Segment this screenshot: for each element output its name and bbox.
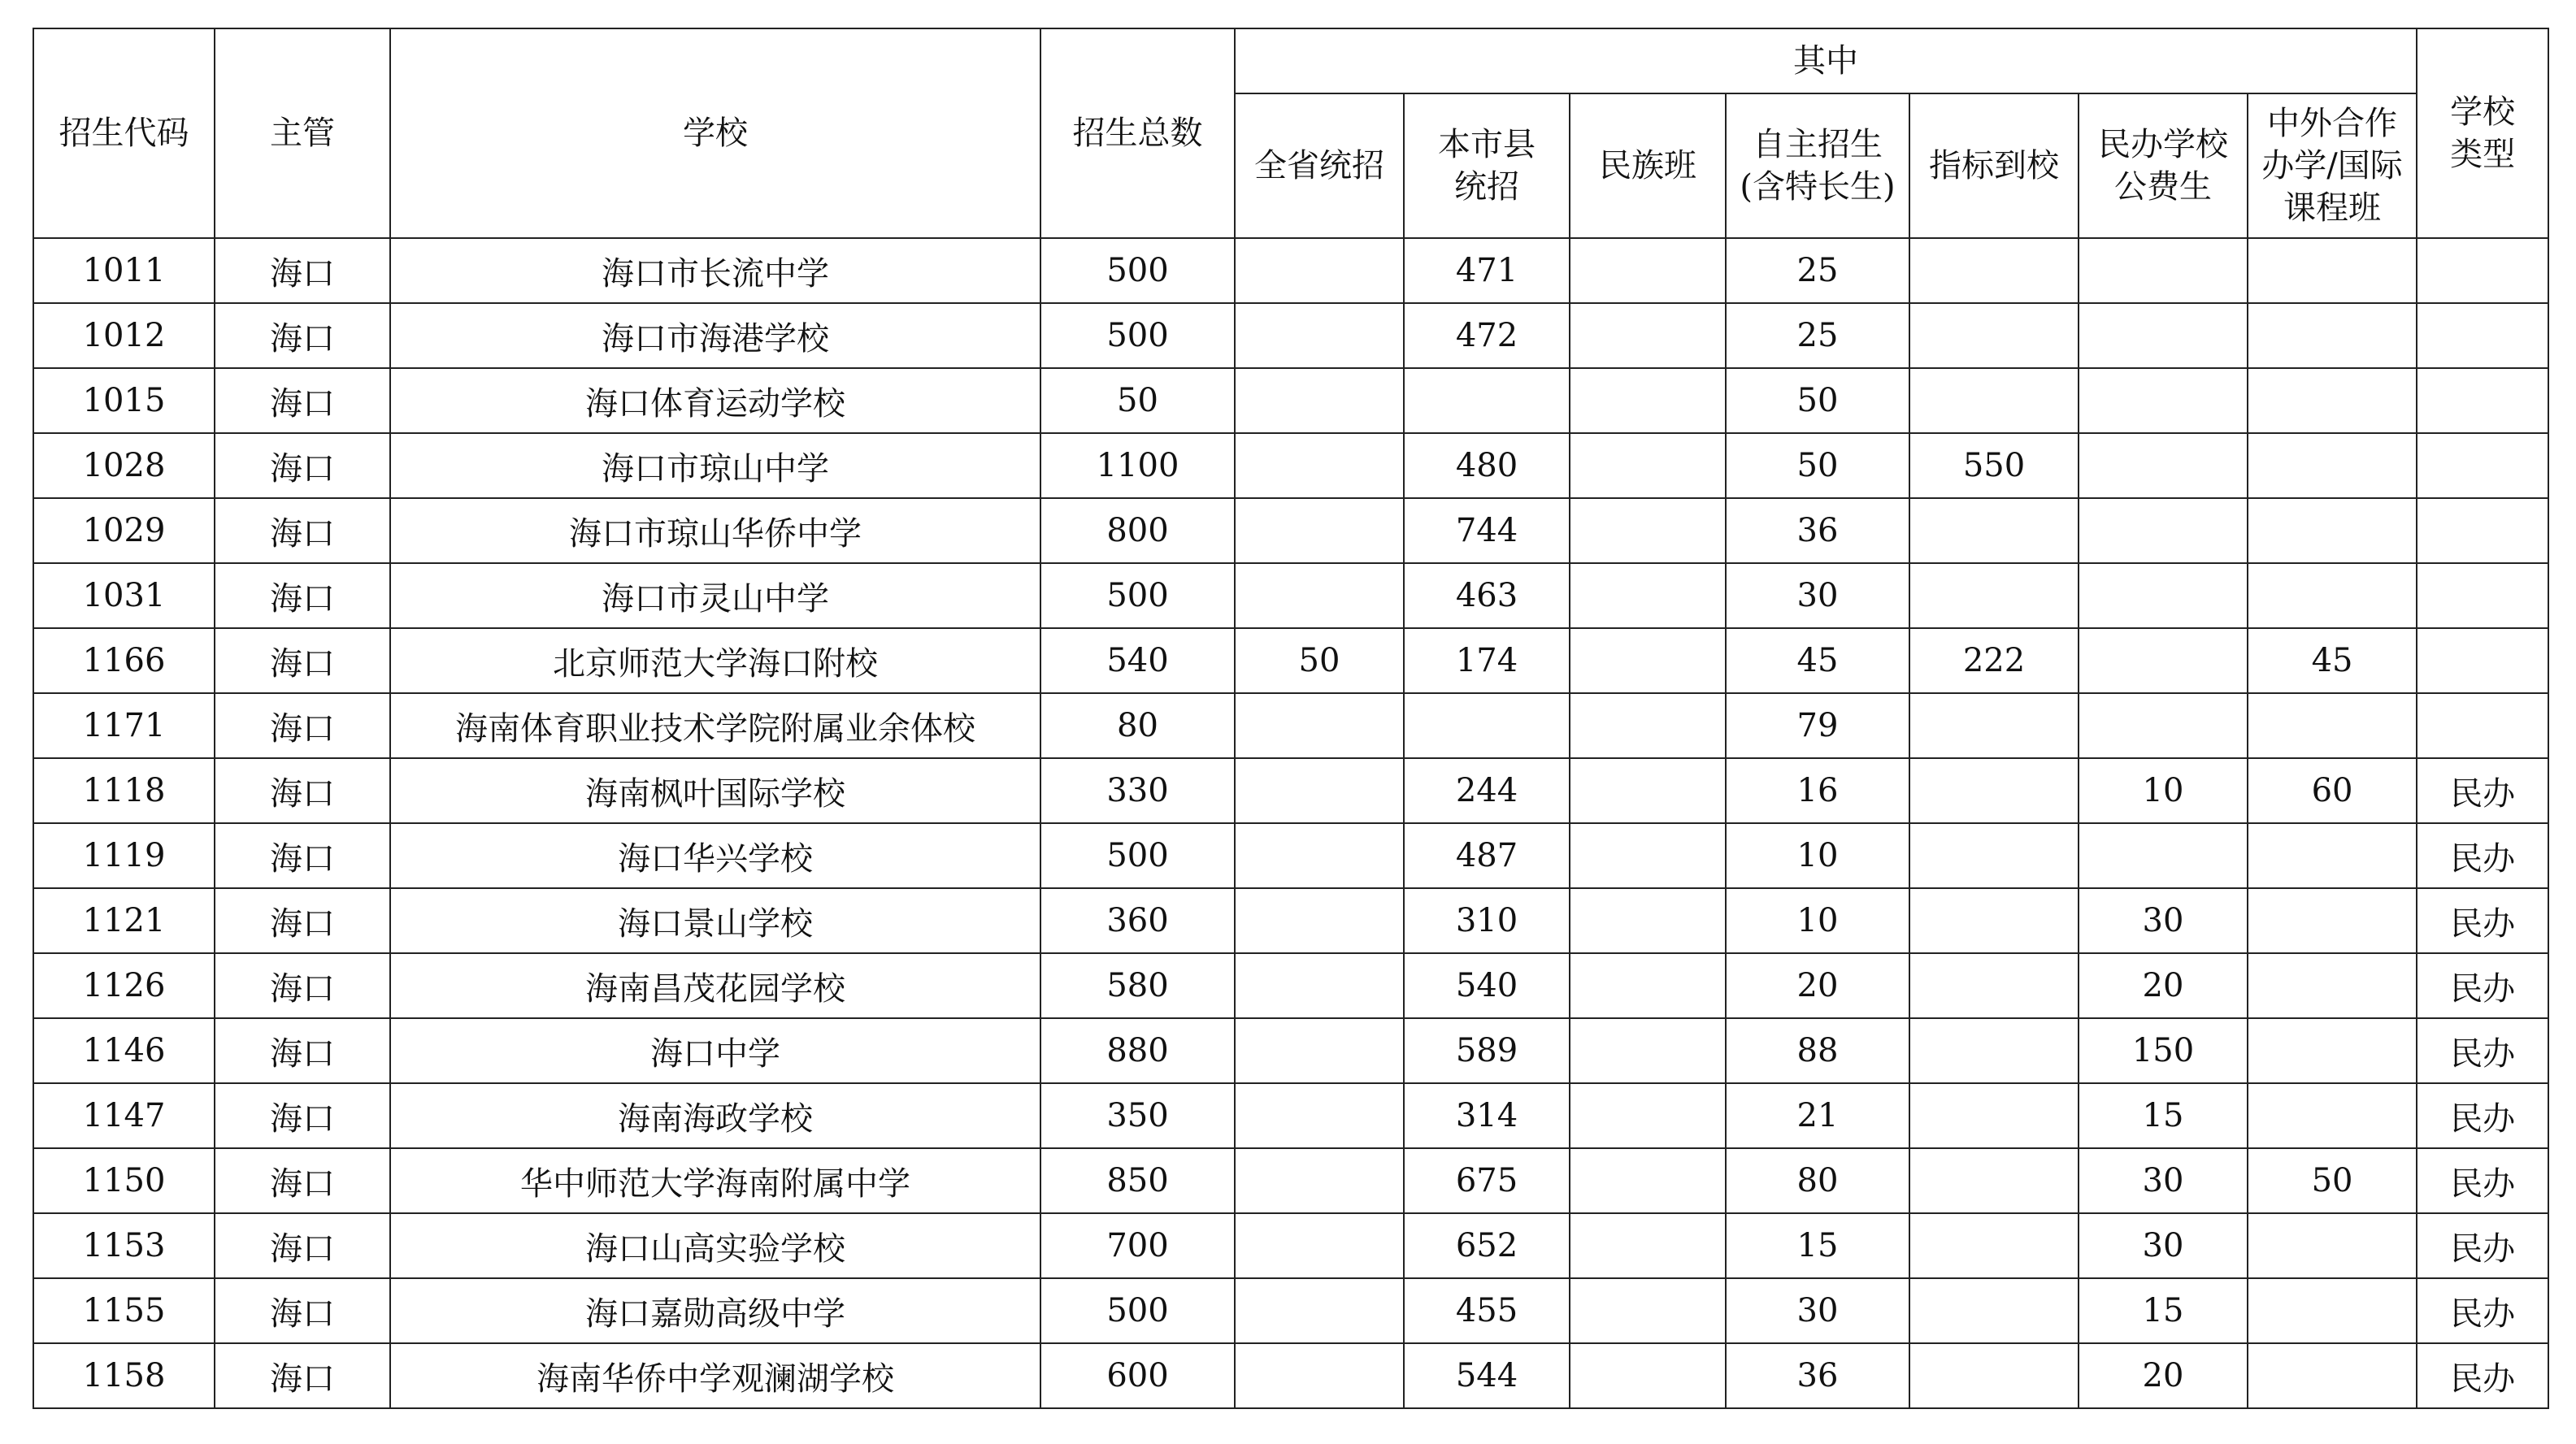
cell-total: 500 [1040,238,1235,303]
header-sub-ethnic: 民族班 [1570,93,1726,238]
cell-admin: 海口 [215,498,390,563]
cell-private-funded [2079,238,2248,303]
cell-province [1235,368,1404,433]
cell-private-funded [2079,693,2248,758]
table-row [33,368,2548,433]
cell-school: 海口中学 [390,1018,1040,1083]
cell-independent: 36 [1726,1343,1909,1408]
cell-type: 民办 [2417,1083,2548,1148]
cell-admin: 海口 [215,1018,390,1083]
cell-international [2248,1213,2417,1278]
header-school: 学校 [390,28,1040,238]
cell-independent: 80 [1726,1148,1909,1213]
cell-school: 华中师范大学海南附属中学 [390,1148,1040,1213]
cell-independent: 50 [1726,433,1909,498]
table-row [33,823,2548,888]
cell-total: 850 [1040,1148,1235,1213]
cell-local: 472 [1404,303,1570,368]
cell-ethnic [1570,1148,1726,1213]
cell-ethnic [1570,433,1726,498]
cell-province [1235,1148,1404,1213]
cell-quota [1909,303,2079,368]
cell-total: 580 [1040,953,1235,1018]
cell-code: 1015 [33,368,215,433]
cell-private-funded [2079,628,2248,693]
cell-quota [1909,368,2079,433]
cell-admin: 海口 [215,628,390,693]
cell-independent: 30 [1726,563,1909,628]
cell-code: 1028 [33,433,215,498]
cell-local: 487 [1404,823,1570,888]
cell-code: 1158 [33,1343,215,1408]
cell-type: 民办 [2417,823,2548,888]
cell-ethnic [1570,1278,1726,1343]
cell-school: 海南昌茂花园学校 [390,953,1040,1018]
cell-international [2248,303,2417,368]
cell-international [2248,888,2417,953]
cell-admin: 海口 [215,433,390,498]
cell-independent: 10 [1726,888,1909,953]
cell-local: 480 [1404,433,1570,498]
cell-code: 1011 [33,238,215,303]
cell-code: 1146 [33,1018,215,1083]
cell-private-funded [2079,303,2248,368]
header-sub-international: 中外合作 办学/国际 课程班 [2248,93,2417,238]
table-row [33,693,2548,758]
cell-province [1235,823,1404,888]
cell-local: 675 [1404,1148,1570,1213]
cell-international [2248,1018,2417,1083]
cell-quota [1909,888,2079,953]
cell-local: 174 [1404,628,1570,693]
cell-quota [1909,563,2079,628]
cell-type: 民办 [2417,1343,2548,1408]
cell-code: 1155 [33,1278,215,1343]
cell-province [1235,1213,1404,1278]
cell-admin: 海口 [215,693,390,758]
table-row [33,238,2548,303]
cell-school: 北京师范大学海口附校 [390,628,1040,693]
cell-local: 455 [1404,1278,1570,1343]
cell-quota [1909,693,2079,758]
table-row [33,1083,2548,1148]
cell-private-funded: 15 [2079,1083,2248,1148]
cell-total: 880 [1040,1018,1235,1083]
cell-local: 540 [1404,953,1570,1018]
cell-quota: 550 [1909,433,2079,498]
cell-quota [1909,238,2079,303]
cell-independent: 79 [1726,693,1909,758]
cell-quota [1909,498,2079,563]
cell-total: 80 [1040,693,1235,758]
cell-international [2248,1343,2417,1408]
cell-province [1235,303,1404,368]
cell-total: 330 [1040,758,1235,823]
cell-school: 海口市海港学校 [390,303,1040,368]
table-row [33,1343,2548,1408]
cell-admin: 海口 [215,758,390,823]
table-header [33,28,2548,238]
cell-international: 50 [2248,1148,2417,1213]
cell-school: 海口体育运动学校 [390,368,1040,433]
cell-private-funded: 30 [2079,888,2248,953]
cell-type [2417,368,2548,433]
table-row [33,1148,2548,1213]
cell-private-funded [2079,563,2248,628]
cell-code: 1118 [33,758,215,823]
cell-code: 1012 [33,303,215,368]
cell-quota [1909,953,2079,1018]
cell-admin: 海口 [215,1083,390,1148]
cell-province [1235,433,1404,498]
cell-independent: 36 [1726,498,1909,563]
cell-international [2248,1278,2417,1343]
cell-ethnic [1570,1343,1726,1408]
cell-code: 1119 [33,823,215,888]
cell-total: 700 [1040,1213,1235,1278]
cell-independent: 25 [1726,303,1909,368]
cell-type [2417,563,2548,628]
cell-ethnic [1570,1083,1726,1148]
cell-code: 1166 [33,628,215,693]
cell-ethnic [1570,628,1726,693]
cell-international: 45 [2248,628,2417,693]
cell-school: 海南体育职业技术学院附属业余体校 [390,693,1040,758]
table-row [33,1018,2548,1083]
table-row [33,953,2548,1018]
cell-school: 海口景山学校 [390,888,1040,953]
cell-quota [1909,1278,2079,1343]
table-row [33,433,2548,498]
cell-ethnic [1570,563,1726,628]
cell-local: 589 [1404,1018,1570,1083]
cell-independent: 45 [1726,628,1909,693]
header-sub-quota: 指标到校 [1909,93,2079,238]
cell-school: 海口市灵山中学 [390,563,1040,628]
cell-code: 1153 [33,1213,215,1278]
cell-province [1235,693,1404,758]
cell-school: 海口华兴学校 [390,823,1040,888]
cell-ethnic [1570,303,1726,368]
cell-local: 744 [1404,498,1570,563]
cell-international [2248,563,2417,628]
table-row [33,628,2548,693]
cell-type: 民办 [2417,888,2548,953]
cell-type: 民办 [2417,1278,2548,1343]
header-type: 学校 类型 [2417,28,2548,238]
cell-type [2417,433,2548,498]
cell-local: 652 [1404,1213,1570,1278]
cell-private-funded [2079,368,2248,433]
cell-admin: 海口 [215,1213,390,1278]
cell-ethnic [1570,1018,1726,1083]
cell-independent: 10 [1726,823,1909,888]
cell-private-funded [2079,433,2248,498]
cell-independent: 30 [1726,1278,1909,1343]
table-row [33,303,2548,368]
cell-school: 海口嘉勋高级中学 [390,1278,1040,1343]
cell-ethnic [1570,238,1726,303]
cell-private-funded: 15 [2079,1278,2248,1343]
cell-code: 1171 [33,693,215,758]
cell-international [2248,953,2417,1018]
cell-code: 1147 [33,1083,215,1148]
cell-local: 463 [1404,563,1570,628]
header-group: 其中 [1235,28,2417,93]
cell-code: 1031 [33,563,215,628]
header-total: 招生总数 [1040,28,1235,238]
cell-private-funded: 30 [2079,1148,2248,1213]
header-row-1 [33,28,2548,93]
cell-local: 544 [1404,1343,1570,1408]
cell-total: 800 [1040,498,1235,563]
cell-local: 471 [1404,238,1570,303]
cell-international [2248,693,2417,758]
cell-ethnic [1570,1213,1726,1278]
cell-independent: 15 [1726,1213,1909,1278]
cell-total: 1100 [1040,433,1235,498]
cell-type [2417,498,2548,563]
cell-independent: 16 [1726,758,1909,823]
cell-type [2417,238,2548,303]
cell-independent: 25 [1726,238,1909,303]
cell-total: 500 [1040,823,1235,888]
cell-admin: 海口 [215,238,390,303]
cell-private-funded: 10 [2079,758,2248,823]
cell-local [1404,693,1570,758]
cell-quota: 222 [1909,628,2079,693]
cell-type: 民办 [2417,953,2548,1018]
cell-quota [1909,1213,2079,1278]
cell-admin: 海口 [215,1343,390,1408]
cell-local [1404,368,1570,433]
cell-code: 1150 [33,1148,215,1213]
cell-private-funded: 30 [2079,1213,2248,1278]
cell-province [1235,888,1404,953]
cell-local: 244 [1404,758,1570,823]
cell-ethnic [1570,823,1726,888]
cell-school: 海口市长流中学 [390,238,1040,303]
cell-province [1235,498,1404,563]
cell-type: 民办 [2417,758,2548,823]
cell-independent: 20 [1726,953,1909,1018]
table-row [33,1213,2548,1278]
cell-independent: 88 [1726,1018,1909,1083]
cell-quota [1909,1343,2079,1408]
cell-ethnic [1570,693,1726,758]
cell-quota [1909,1018,2079,1083]
cell-total: 350 [1040,1083,1235,1148]
cell-province [1235,1018,1404,1083]
cell-type [2417,303,2548,368]
cell-private-funded: 20 [2079,1343,2248,1408]
cell-quota [1909,1083,2079,1148]
header-sub-private-funded: 民办学校 公费生 [2079,93,2248,238]
cell-quota [1909,758,2079,823]
cell-type: 民办 [2417,1018,2548,1083]
cell-private-funded [2079,498,2248,563]
cell-province [1235,238,1404,303]
cell-private-funded: 150 [2079,1018,2248,1083]
cell-local: 310 [1404,888,1570,953]
cell-admin: 海口 [215,1278,390,1343]
header-sub-local: 本市县 统招 [1404,93,1570,238]
cell-independent: 50 [1726,368,1909,433]
cell-international [2248,238,2417,303]
cell-ethnic [1570,758,1726,823]
cell-total: 540 [1040,628,1235,693]
cell-code: 1121 [33,888,215,953]
cell-total: 600 [1040,1343,1235,1408]
cell-total: 360 [1040,888,1235,953]
cell-admin: 海口 [215,303,390,368]
cell-type [2417,693,2548,758]
cell-ethnic [1570,368,1726,433]
cell-type: 民办 [2417,1148,2548,1213]
cell-province [1235,1278,1404,1343]
cell-school: 海南华侨中学观澜湖学校 [390,1343,1040,1408]
table-row [33,758,2548,823]
cell-admin: 海口 [215,1148,390,1213]
cell-code: 1029 [33,498,215,563]
cell-province [1235,953,1404,1018]
cell-quota [1909,823,2079,888]
cell-quota [1909,1148,2079,1213]
table-row [33,1278,2548,1343]
cell-international [2248,823,2417,888]
cell-international [2248,433,2417,498]
cell-international [2248,1083,2417,1148]
header-code: 招生代码 [33,28,215,238]
cell-code: 1126 [33,953,215,1018]
cell-private-funded [2079,823,2248,888]
cell-international: 60 [2248,758,2417,823]
header-sub-province: 全省统招 [1235,93,1404,238]
cell-province [1235,758,1404,823]
cell-total: 500 [1040,1278,1235,1343]
table-row [33,563,2548,628]
cell-admin: 海口 [215,563,390,628]
table-body [33,238,2548,1408]
cell-province [1235,1083,1404,1148]
cell-independent: 21 [1726,1083,1909,1148]
cell-type [2417,628,2548,693]
header-sub-independent: 自主招生 (含特长生) [1726,93,1909,238]
cell-total: 500 [1040,563,1235,628]
cell-school: 海口山高实验学校 [390,1213,1040,1278]
header-admin: 主管 [215,28,390,238]
table-row [33,498,2548,563]
cell-school: 海南海政学校 [390,1083,1040,1148]
cell-school: 海口市琼山中学 [390,433,1040,498]
cell-private-funded: 20 [2079,953,2248,1018]
cell-admin: 海口 [215,953,390,1018]
cell-province [1235,563,1404,628]
cell-admin: 海口 [215,823,390,888]
table-row [33,888,2548,953]
cell-province [1235,1343,1404,1408]
cell-ethnic [1570,888,1726,953]
cell-ethnic [1570,498,1726,563]
cell-local: 314 [1404,1083,1570,1148]
enrollment-table-container [33,28,2549,1409]
cell-total: 500 [1040,303,1235,368]
enrollment-table [33,28,2549,1409]
cell-admin: 海口 [215,368,390,433]
cell-type: 民办 [2417,1213,2548,1278]
cell-ethnic [1570,953,1726,1018]
cell-school: 海口市琼山华侨中学 [390,498,1040,563]
cell-admin: 海口 [215,888,390,953]
cell-school: 海南枫叶国际学校 [390,758,1040,823]
cell-total: 50 [1040,368,1235,433]
cell-international [2248,498,2417,563]
cell-province: 50 [1235,628,1404,693]
cell-international [2248,368,2417,433]
